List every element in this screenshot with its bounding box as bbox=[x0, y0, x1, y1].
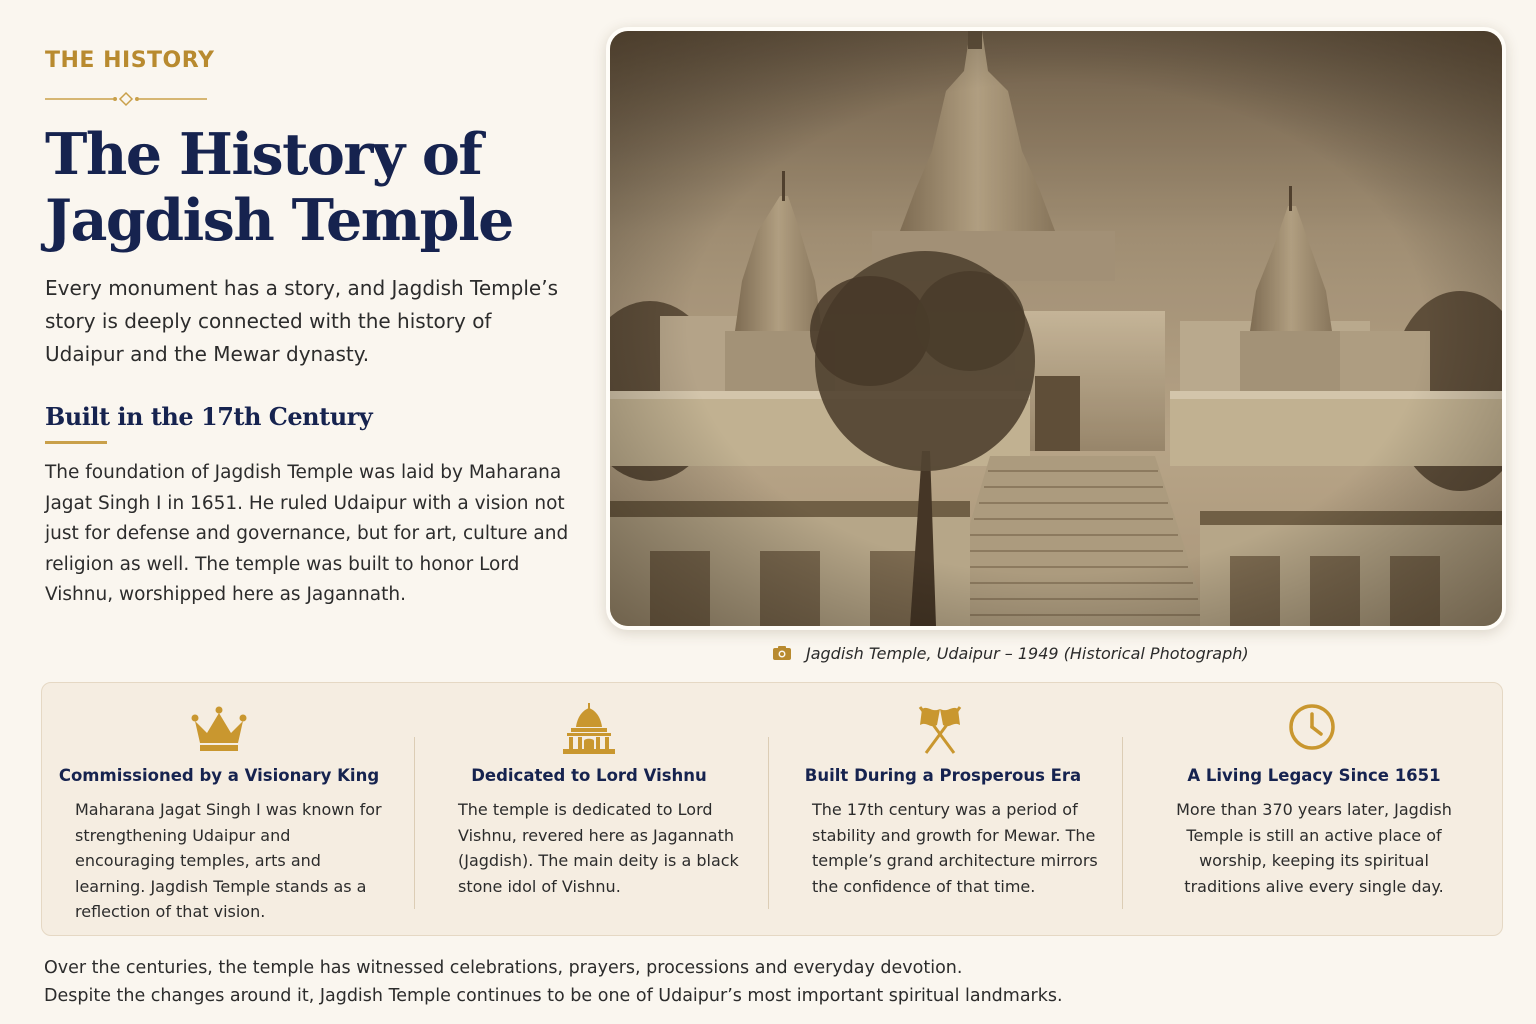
feature-card bbox=[1124, 683, 1504, 937]
feature-card-title: Built During a Prosperous Era bbox=[804, 766, 1082, 785]
feature-card-text: More than 370 years later, Jagdish Temple is still an active place of worship, keeping its spiritual traditions alive every single day. bbox=[1176, 800, 1452, 896]
historical-photo-frame bbox=[606, 27, 1506, 630]
feature-card-title: Commissioned by a Visionary King bbox=[58, 766, 380, 785]
footer-line-1: Over the centuries, the temple has witnessed celebrations, prayers, processions and everyday devotion. bbox=[44, 958, 963, 978]
feature-card-title: A Living Legacy Since 1651 bbox=[1187, 766, 1441, 785]
feature-card-text: The temple is dedicated to Lord Vishnu, revered here as Jagannath (Jagdish). The main deity is a black stone idol of Vishnu. bbox=[458, 800, 739, 896]
footer-text bbox=[44, 954, 1144, 1010]
photo-caption-text: Jagdish Temple, Udaipur – 1949 (Historical Photograph) bbox=[806, 643, 1249, 663]
crown-icon bbox=[189, 703, 249, 755]
card-separator bbox=[768, 737, 769, 909]
photo-caption bbox=[772, 642, 1249, 664]
ornamental-divider bbox=[45, 90, 207, 108]
heading-underline bbox=[45, 441, 107, 444]
temple-photograph bbox=[610, 31, 1502, 626]
camera-icon bbox=[772, 645, 792, 661]
crossed-flags-icon bbox=[910, 703, 970, 755]
card-separator bbox=[1122, 737, 1123, 909]
feature-card-title: Dedicated to Lord Vishnu bbox=[471, 766, 707, 785]
feature-cards-panel bbox=[41, 682, 1503, 936]
feature-card-text: The 17th century was a period of stability and growth for Mewar. The temple’s grand architecture mirrors the confidence of that time. bbox=[812, 800, 1098, 896]
footer-line-2: Despite the changes around it, Jagdish Temple continues to be one of Udaipur’s most important spiritual landmarks. bbox=[44, 986, 1063, 1006]
feature-card bbox=[770, 683, 1116, 937]
section-heading: Built in the 17th Century bbox=[45, 402, 373, 431]
intro-paragraph: Every monument has a story, and Jagdish Temple’s story is deeply connected with the history of Udaipur and the Mewar dynasty. bbox=[45, 276, 558, 366]
section-body: The foundation of Jagdish Temple was laid by Maharana Jagat Singh I in 1651. He ruled Udaipur with a vision not just for defense and governance, but for art, culture and religion as well. The temple was built to honor Lord Vishnu, worshipped here as Jagannath. bbox=[45, 462, 569, 605]
feature-card-text: Maharana Jagat Singh I was known for strengthening Udaipur and encouraging temples, arts and learning. Jagdish Temple stands as a reflection of that vision. bbox=[75, 800, 382, 921]
section-kicker: THE HISTORY bbox=[45, 48, 215, 73]
page-title: The History of Jagdish Temple bbox=[45, 121, 513, 254]
feature-card bbox=[42, 683, 396, 937]
clock-icon bbox=[1282, 703, 1342, 755]
temple-icon bbox=[559, 703, 619, 755]
feature-card bbox=[416, 683, 762, 937]
card-separator bbox=[414, 737, 415, 909]
